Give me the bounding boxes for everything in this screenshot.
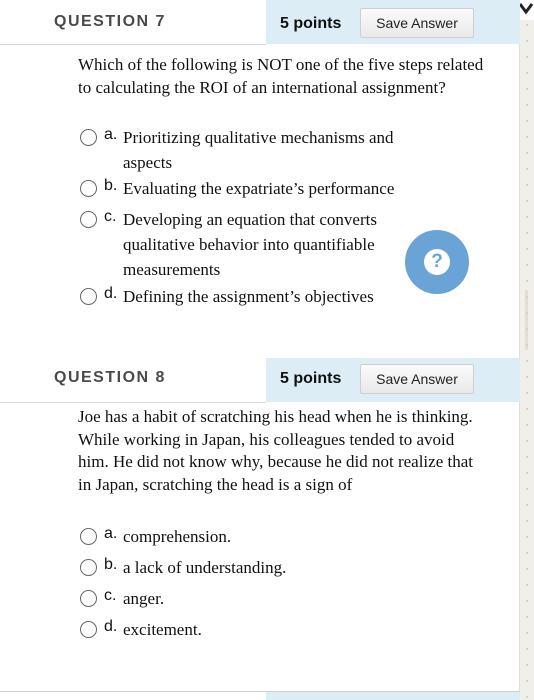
save-answer-button[interactable]: Save Answer [360,364,474,394]
rail-dot [526,280,528,282]
save-answer-button[interactable]: Save Answer [360,8,474,38]
rail-dot [526,24,528,26]
answer-letter: c. [104,587,117,604]
rail-dot [526,392,528,394]
rail-dot [526,488,528,490]
rail-dot [526,616,528,618]
rail-dot [526,232,528,234]
rail-dot [526,424,528,426]
rail-dot [526,664,528,666]
rail-dot [526,376,528,378]
rail-dot [526,472,528,474]
rail-dot [526,584,528,586]
answer-letter: c. [104,208,117,225]
question-points: 5 points [280,370,342,387]
question-title: QUESTION 8 [54,369,166,386]
rail-dot [526,264,528,266]
rail-dot [526,344,528,346]
answer-letter: b. [104,177,118,194]
question-points-box [266,0,520,44]
rail-dot [526,504,528,506]
rail-dot [526,568,528,570]
answer-text: anger. [123,589,165,608]
rail-dot [526,200,528,202]
rail-dot [526,104,528,106]
question-title: QUESTION 7 [54,13,166,30]
radio-button[interactable] [80,180,97,197]
answer-text: Developing an equation that converts qualitative behavior into quantifiable measurements [123,210,377,279]
rail-dot [526,296,528,298]
answer-text: excitement. [123,620,202,639]
radio-button[interactable] [80,590,97,607]
rail-dot [526,312,528,314]
question-icon: ? [424,249,450,275]
rail-dot [526,248,528,250]
answer-letter: d. [104,285,118,302]
answer-text: comprehension. [123,527,232,546]
answer-text: Evaluating the expatriate’s performance [123,179,395,198]
rail-dot [526,328,528,330]
rail-dot [526,120,528,122]
help-button[interactable] [405,230,469,294]
rail-dot [526,552,528,554]
rail-dot [526,536,528,538]
rail-dot [526,680,528,682]
question-8 [0,358,520,648]
radio-button[interactable] [80,621,97,638]
rail-dot [526,456,528,458]
scrollbar-thumb[interactable] [525,290,528,350]
question-header [0,358,520,402]
question-title-box [0,0,266,45]
question-points-box [266,358,520,402]
radio-button[interactable] [80,129,97,146]
rail-dot [526,88,528,90]
question-text: Joe has a habit of scratching his head when he is thinking. While working in Japan, his colleagues tended to avoid him. He did not know why, because he did not realize that in Japan, scratching the head is a sign of [78,407,473,494]
rail-dot [526,696,528,698]
rail-dot [526,408,528,410]
radio-button[interactable] [80,211,97,228]
question-9-partial [0,691,520,700]
question-points-box [266,692,520,700]
answer-letter: b. [104,556,118,573]
question-title-box [0,358,266,403]
answer-text: a lack of understanding. [123,558,287,577]
radio-button[interactable] [80,559,97,576]
rail-dot [526,152,528,154]
answer-text: Defining the assignment’s objectives [123,287,374,306]
rail-dot [526,72,528,74]
answer-letter: d. [104,618,118,635]
question-text: Which of the following is NOT one of the five steps related to calculating the ROI of an international assignment? [78,55,484,97]
answer-letter: a. [104,126,118,143]
rail-dot [526,184,528,186]
rail-dot [526,520,528,522]
rail-dot [526,440,528,442]
rail-dot [526,56,528,58]
rail-dot [526,40,528,42]
rail-dot [526,360,528,362]
radio-button[interactable] [80,528,97,545]
answer-letter: a. [104,525,118,542]
radio-button[interactable] [80,288,97,305]
rail-dot [526,648,528,650]
page-scroll-rail [519,0,534,700]
answer-text: Prioritizing qualitative mechanisms and aspects [123,128,394,172]
question-points: 5 points [280,15,342,32]
rail-dot [526,136,528,138]
rail-dot [526,632,528,634]
rail-dot [526,216,528,218]
question-header [0,0,520,44]
rail-dot [526,168,528,170]
rail-dot [526,600,528,602]
